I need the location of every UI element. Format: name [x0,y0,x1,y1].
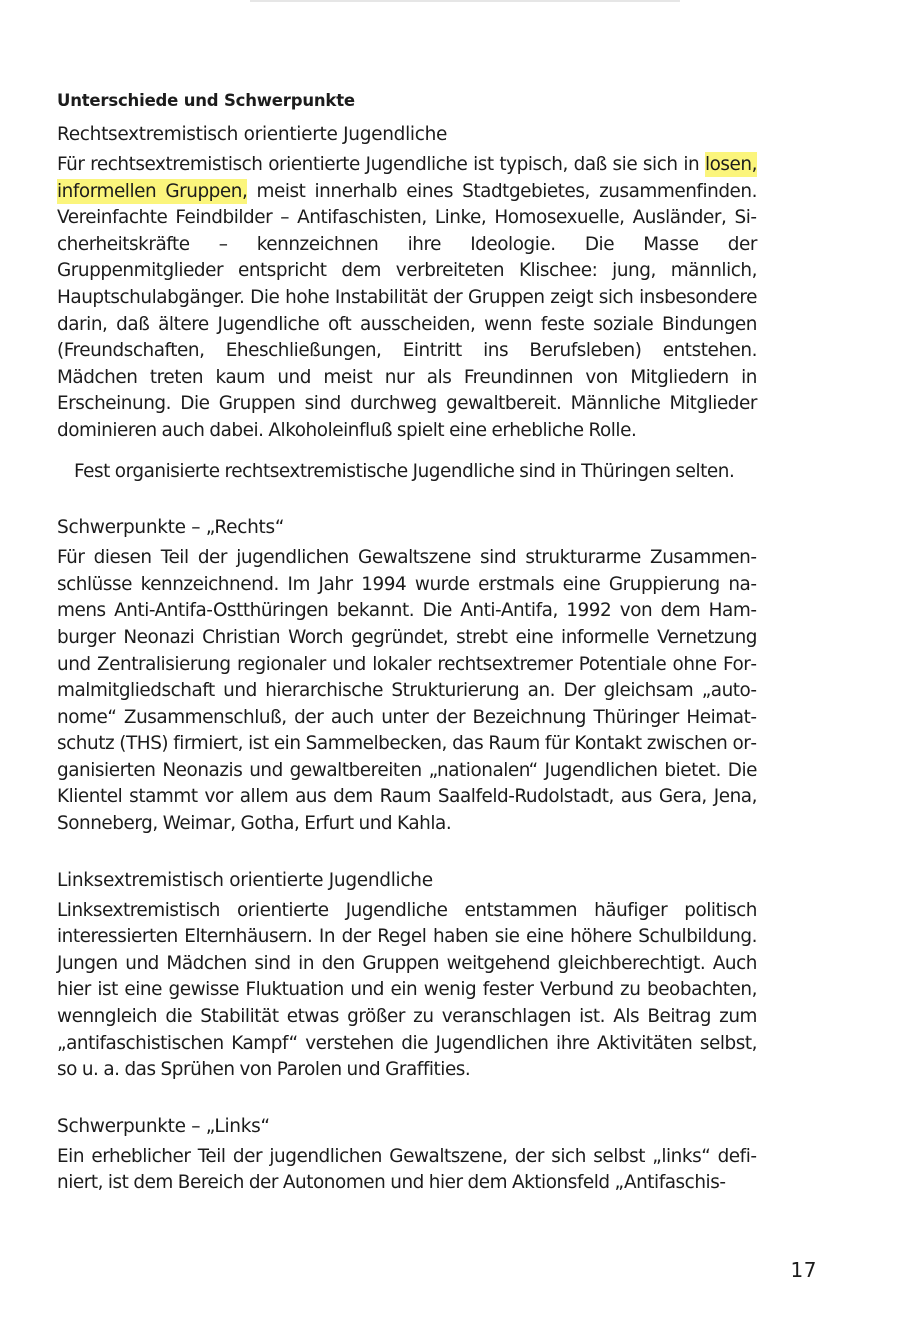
highlighted-text: losen, informellen Gruppen, [57,154,757,202]
page-number: 17 [790,1258,817,1282]
paragraph-focus-left: Ein erheblicher Teil der jugendlichen Gewaltszene, der sich selbst „links“ definiert, ist dem Bereich der Autonomen und hier dem Aktionsfeld „Antifaschis- [57,1145,757,1194]
paragraph-text: meist innerhalb eines Stadtgebietes, zusammenfinden. Vereinfachte Feindbilder – Antifaschisten, Linke, Homosexuelle, Ausländer, Sicherheitskräfte – kennzeichnen ihre Ideologie. Die Masse der Gruppenmitglieder entspricht dem verbreiteten Klischee: jung, männlich, Hauptschulabgänger. Die hohe Instabilität der Gruppen zeigt sich insbesondere darin, daß ältere Jugendliche oft ausscheiden, wenn feste soziale Bindungen (Freundschaften, Eheschließungen, Eintritt ins Berufsleben) entstehen. Mädchen treten kaum und meist nur als Freundinnen von Mitgliedern in Erscheinung. Die Gruppen sind durchweg gewaltbereit. Männliche Mitglieder dominieren auch dabei. Alkoholeinfluß spielt eine erhebliche Rolle. [57,180,758,441]
section-title-focus-right: Schwerpunkte – „Rechts“ [57,517,285,539]
section-title-right-youth: Rechtsextremistisch orientierte Jugendliche [57,124,448,145]
scan-edge-rule [250,0,680,2]
section-title-left-youth: Linksextremistisch orientierte Jugendliche [57,869,433,891]
paragraph-text: Für rechtsextremistisch orientierte Jugendliche ist typisch, daß sie sich in [57,154,705,175]
document-page [57,88,757,1197]
section-title-focus-left: Schwerpunkte – „Links“ [57,1115,270,1137]
paragraph-right-youth [57,152,757,445]
page-heading: Unterschiede und Schwerpunkte [57,91,355,110]
paragraph-left-youth: Linksextremistisch orientierte Jugendliche entstammen häufiger politisch interessierten Elternhäusern. In der Regel haben sie eine höhere Schulbildung. Jungen und Mädchen sind in den Gruppen weitgehend gleichberechtigt. Auch hier ist eine gewisse Fluktuation und ein wenig fester Verbund zu beobachten, wenngleich die Stabilität etwas größer zu veranschlagen ist. Als Beitrag zum „antifaschistischen Kampf“ verstehen die Jugendlichen ihre Aktivitäten selbst, so u. a. das Sprühen von Parolen und Graffities. [57,899,757,1081]
note-organized-right: Fest organisierte rechtsextremistische Jugendliche sind in Thüringen selten. [74,460,735,482]
paragraph-focus-right: Für diesen Teil der jugendlichen Gewaltszene sind strukturarme Zusammenschlüsse kennzeichnend. Im Jahr 1994 wurde erstmals eine Gruppierung namens Anti-Antifa-Ostthüringen bekannt. Die Anti-Antifa, 1992 von dem Hamburger Neonazi Christian Worch gegründet, strebt eine informelle Vernetzung und Zentralisierung regionaler und lokaler rechtsextremer Potentiale ohne Formalmitgliedschaft und hierarchische Strukturierung an. Der gleichsam „autonome“ Zusammenschluß, der auch unter der Bezeichnung Thüringer Heimatschutz (THS) firmiert, ist ein Sammelbecken, das Raum für Kontakt zwischen organisierten Neonazis und gewaltbereiten „nationalen“ Jugendlichen bietet. Die Klientel stammt vor allem aus dem Raum Saalfeld-Rudolstadt, aus Gera, Jena, Sonneberg, Weimar, Gotha, Erfurt und Kahla. [57,547,757,835]
